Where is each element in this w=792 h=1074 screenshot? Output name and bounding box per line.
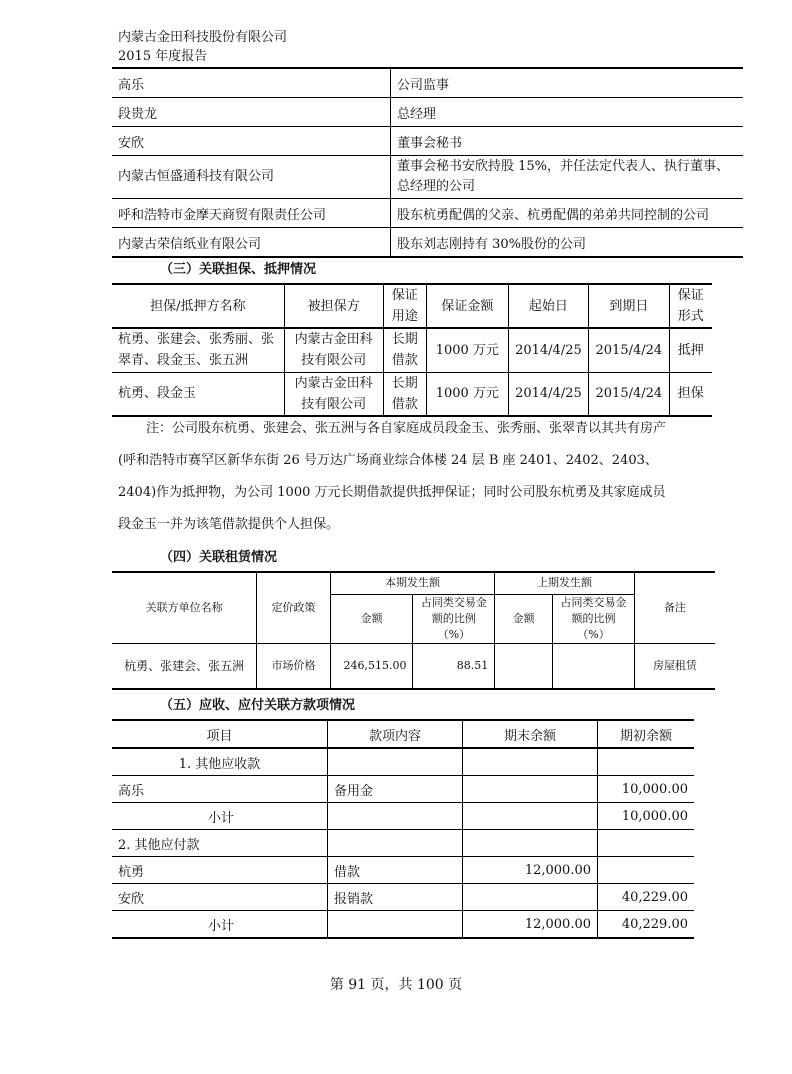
rp-end-balance: 12,000.00 [463,911,598,939]
guarantee-cell: 抵押 [669,328,712,372]
lease-prior-amount [495,643,553,689]
party-name: 高乐 [112,68,391,98]
table-row [112,643,715,689]
section3-title: （三）关联担保、抵押情况 [160,262,317,277]
guarantee-note: 注：公司股东杭勇、张建会、张五洲与各自家庭成员段金玉、张秀丽、张翠青以其共有房产(呼和浩特市赛罕区新华东街 26 号万达广场商业综合体楼 24 层 B 座 2401、2402、2403、2404)作为抵押物，为公司 1000 万元长期借款提供抵押保证；同时公司股东杭勇及其家庭成员段金玉一并为该笔借款提供个人担保。 [118,421,667,532]
lease-prior-ratio [553,643,635,689]
table-row [112,776,694,803]
rp-begin-balance: 40,229.00 [598,884,695,911]
rp-item: 1. 其他应收款 [112,748,328,776]
lease-party: 杭勇、张建会、张五洲 [112,643,257,689]
col-header: 被担保方 [284,284,383,328]
guarantee-cell: 担保 [669,372,712,416]
col-header: 到期日 [589,284,669,328]
party-name: 呼和浩特市金摩天商贸有限责任公司 [112,199,391,228]
party-relation: 股东刘志刚持有 30%股份的公司 [391,228,744,258]
page-header [118,28,287,66]
table-row [112,127,743,156]
table-row [112,98,743,127]
col-header: 金额 [330,594,413,643]
col-header: 保证形式 [669,284,712,328]
table-row [112,857,694,884]
receivable-payable-table [112,719,694,939]
rp-item: 小计 [112,911,328,939]
party-relation: 董事会秘书安欣持股 15%，并任法定代表人、执行董事、总经理的公司 [391,156,744,199]
section5-title: （五）应收、应付关联方款项情况 [160,698,356,713]
rp-content [328,748,463,776]
rp-end-balance [463,776,598,803]
col-header: 保证用途 [383,284,426,328]
rp-item: 高乐 [112,776,328,803]
guarantee-table [112,283,712,417]
guarantee-cell: 长期借款 [383,328,426,372]
rp-end-balance [463,830,598,857]
rp-content: 报销款 [328,884,463,911]
party-relation: 股东杭勇配偶的父亲、杭勇配偶的弟弟共同控制的公司 [391,199,744,228]
party-relation: 董事会秘书 [391,127,744,156]
guarantee-cell: 杭勇、段金玉 [112,372,284,416]
col-header: 上期发生额 [495,572,635,594]
col-header: 项目 [112,720,328,748]
party-name: 安欣 [112,127,391,156]
table-row [112,199,743,228]
col-header: 期初余额 [598,720,695,748]
rp-content [328,911,463,939]
lease-policy: 市场价格 [257,643,330,689]
col-header: 本期发生额 [330,572,495,594]
table-row [112,884,694,911]
col-header: 定价政策 [257,572,330,643]
guarantee-header-row [112,284,712,328]
rp-begin-balance: 40,229.00 [598,911,695,939]
rp-begin-balance [598,748,695,776]
table-row [112,803,694,830]
rp-begin-balance: 10,000.00 [598,776,695,803]
rp-content [328,803,463,830]
guarantee-cell: 长期借款 [383,372,426,416]
rp-item: 小计 [112,803,328,830]
rp-begin-balance: 10,000.00 [598,803,695,830]
party-name: 内蒙古荣信纸业有限公司 [112,228,391,258]
guarantee-cell: 1000 万元 [426,372,508,416]
guarantee-cell: 1000 万元 [426,328,508,372]
table-row [112,228,743,258]
lease-amount: 246,515.00 [330,643,413,689]
party-name: 段贵龙 [112,98,391,127]
company-name: 内蒙古金田科技股份有限公司 [118,30,288,45]
rp-item: 安欣 [112,884,328,911]
col-header: 期末余额 [463,720,598,748]
rp-end-balance [463,803,598,830]
rp-end-balance [463,748,598,776]
rp-header-row [112,720,694,748]
guarantee-cell: 2014/4/25 [508,372,588,416]
col-header: 备注 [634,572,715,643]
lease-remark: 房屋租赁 [634,643,715,689]
party-relation: 公司监事 [391,68,744,98]
rp-content: 备用金 [328,776,463,803]
rp-end-balance [463,884,598,911]
col-header: 起始日 [508,284,588,328]
page-footer: 第 91 页，共 100 页 [329,977,463,993]
rp-item: 2. 其他应付款 [112,830,328,857]
col-header: 款项内容 [328,720,463,748]
guarantee-cell: 内蒙古金田科技有限公司 [284,372,383,416]
col-header: 担保/抵押方名称 [112,284,284,328]
lease-table [112,571,715,690]
table-row [112,156,743,199]
table-row [112,830,694,857]
party-name: 内蒙古恒盛通科技有限公司 [112,156,391,199]
table-row [112,68,743,98]
rp-item: 杭勇 [112,857,328,884]
rp-content [328,830,463,857]
party-relation: 总经理 [391,98,744,127]
col-header: 占同类交易金额的比例（%） [413,594,495,643]
table-row [112,328,712,372]
col-header: 关联方单位名称 [112,572,257,643]
rp-content: 借款 [328,857,463,884]
col-header: 占同类交易金额的比例（%） [553,594,635,643]
section4-title: （四）关联租赁情况 [160,550,278,565]
rp-end-balance: 12,000.00 [463,857,598,884]
related-party-table [112,67,743,258]
col-header: 金额 [495,594,553,643]
guarantee-cell: 杭勇、张建会、张秀丽、张翠青、段金玉、张五洲 [112,328,284,372]
table-row [112,748,694,776]
table-row [112,372,712,416]
rp-begin-balance [598,830,695,857]
table-row [112,911,694,939]
guarantee-cell: 2014/4/25 [508,328,588,372]
guarantee-cell: 2015/4/24 [589,328,669,372]
guarantee-cell: 2015/4/24 [589,372,669,416]
guarantee-cell: 内蒙古金田科技有限公司 [284,328,383,372]
report-title: 2015 年度报告 [118,49,208,64]
lease-ratio: 88.51 [413,643,495,689]
rp-begin-balance [598,857,695,884]
col-header: 保证金额 [426,284,508,328]
